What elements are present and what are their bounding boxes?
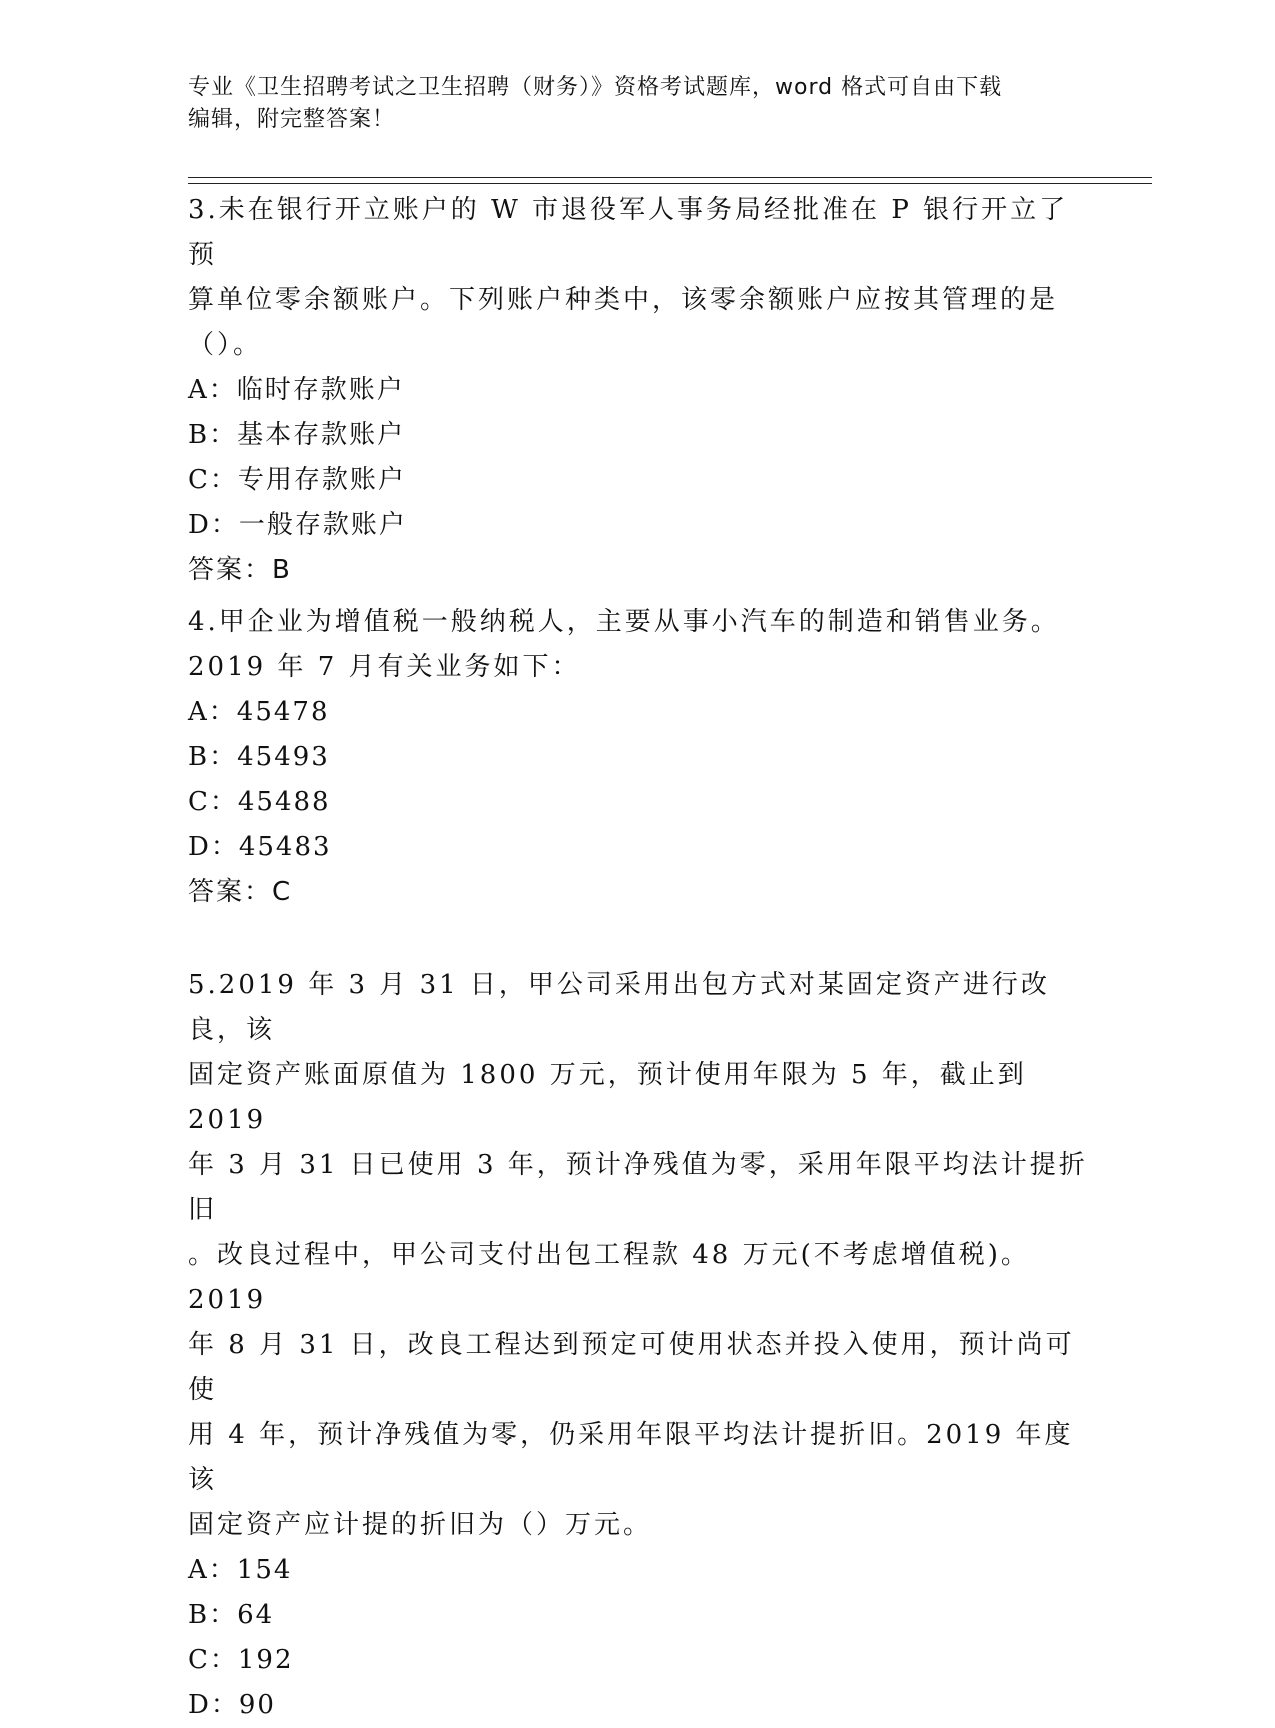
question-stem-line: 用 4 年，预计净残值为零，仍采用年限平均法计提折旧。2019 年度该 xyxy=(188,1420,1074,1495)
question-stem-line: 4.甲企业为增值税一般纳税人，主要从事小汽车的制造和销售业务。 xyxy=(188,607,1060,637)
answer-line: 答案：B xyxy=(188,555,292,585)
option-d: D：90 xyxy=(188,1690,276,1720)
answer-line: 答案：C xyxy=(188,877,293,907)
option-d: D：45483 xyxy=(188,832,332,862)
question-5 xyxy=(188,963,1088,1728)
question-stem-line: 2019 年 7 月有关业务如下： xyxy=(188,652,581,682)
question-4 xyxy=(188,600,1088,915)
option-b: B：45493 xyxy=(188,742,330,772)
option-b: B：64 xyxy=(188,1600,275,1630)
question-stem-line: 算单位零余额账户。下列账户种类中，该零余额账户应按其管理的是 xyxy=(188,285,1059,315)
header-line-2: 编辑，附完整答案！ xyxy=(188,107,396,132)
option-c: C：专用存款账户 xyxy=(188,465,406,495)
question-stem-line: 5.2019 年 3 月 31 日，甲公司采用出包方式对某固定资产进行改良，该 xyxy=(188,970,1050,1045)
question-stem-line: 年 3 月 31 日已使用 3 年，预计净残值为零，采用年限平均法计提折旧 xyxy=(188,1150,1088,1225)
option-c: C：45488 xyxy=(188,787,331,817)
option-b: B：基本存款账户 xyxy=(188,420,406,450)
header-divider-top xyxy=(188,177,1152,178)
option-c: C：192 xyxy=(188,1645,294,1675)
question-stem-line: 固定资产账面原值为 1800 万元，预计使用年限为 5 年，截止到 2019 xyxy=(188,1060,1027,1135)
header-line-1: 专业《卫生招聘考试之卫生招聘（财务）》资格考试题库，word 格式可自由下载 xyxy=(188,75,1003,100)
option-a: A：45478 xyxy=(188,697,330,727)
question-stem-line: 3.未在银行开立账户的 W 市退役军人事务局经批准在 P 银行开立了预 xyxy=(188,195,1069,270)
document-header xyxy=(188,72,1088,136)
question-stem-line: 。改良过程中，甲公司支付出包工程款 48 万元(不考虑增值税)。2019 xyxy=(188,1240,1030,1315)
question-stem-line: 年 8 月 31 日，改良工程达到预定可使用状态并投入使用，预计尚可使 xyxy=(188,1330,1075,1405)
option-d: D：一般存款账户 xyxy=(188,510,407,540)
question-3 xyxy=(188,188,1088,593)
question-stem-line: 固定资产应计提的折旧为（）万元。 xyxy=(188,1510,653,1540)
option-a: A：154 xyxy=(188,1555,293,1585)
question-stem-line: （）。 xyxy=(188,330,263,360)
option-a: A：临时存款账户 xyxy=(188,375,405,405)
header-divider-bottom xyxy=(188,183,1152,184)
